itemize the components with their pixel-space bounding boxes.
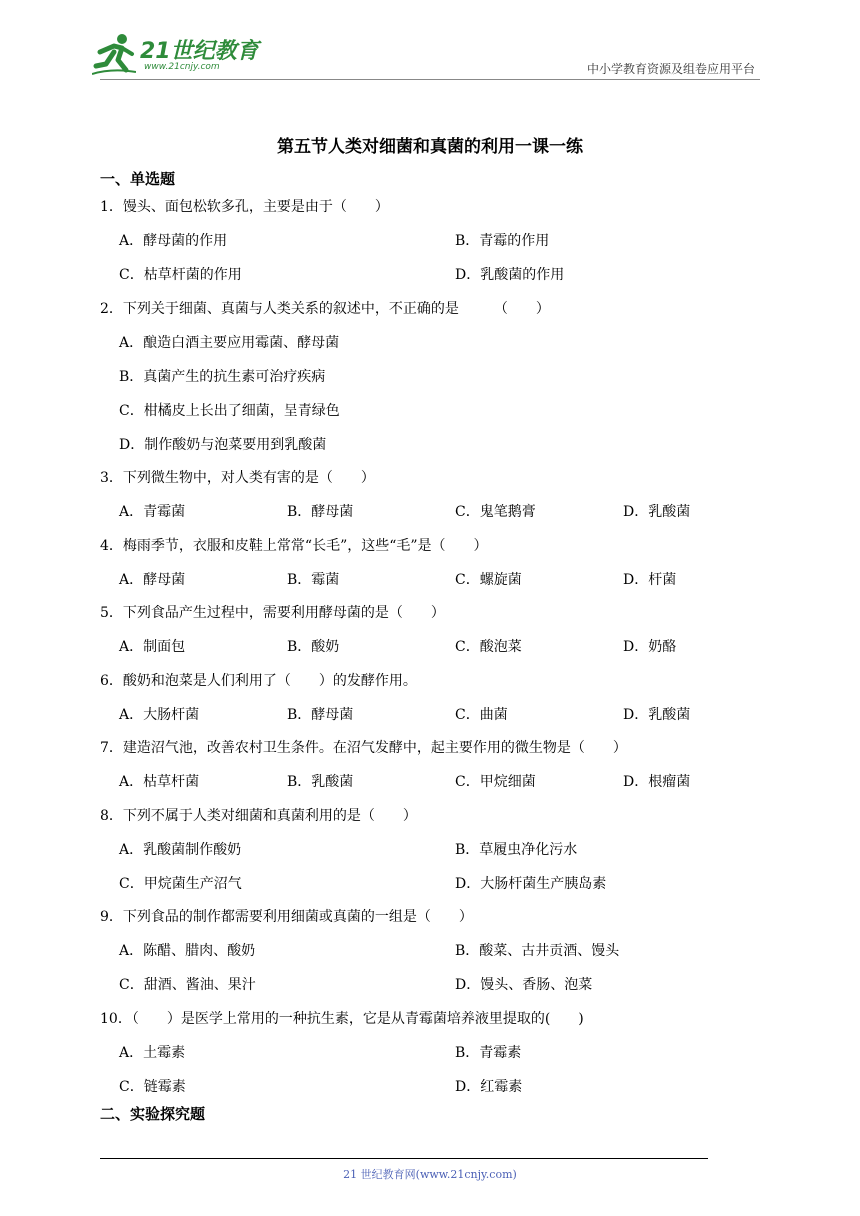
option-a[interactable]: A．酵母菌 (119, 572, 186, 588)
question-stem: 8．下列不属于人类对细菌和真菌利用的是（ ） (100, 808, 417, 824)
section-heading-experiment: 二、实验探究题 (100, 1105, 206, 1123)
question-stem: 4．梅雨季节，衣服和皮鞋上常常“长毛”，这些“毛”是（ ） (100, 538, 488, 554)
option-c[interactable]: C．曲菌 (455, 707, 508, 723)
option-d[interactable]: D．根瘤菌 (623, 774, 691, 790)
footer-link[interactable]: 21 世纪教育网(www.21cnjy.com) (343, 1168, 517, 1181)
option-c[interactable]: C．柑橘皮上长出了细菌，呈青绿色 (119, 403, 340, 419)
option-a[interactable]: A．枯草杆菌 (119, 774, 200, 790)
question-stem: 5．下列食品产生过程中，需要利用酵母菌的是（ ） (100, 605, 445, 621)
page-header (0, 0, 860, 80)
option-a[interactable]: A．陈醋、腊肉、酸奶 (119, 943, 256, 959)
option-c[interactable]: C．甲烷菌生产沼气 (119, 876, 242, 892)
option-c[interactable]: C．枯草杆菌的作用 (119, 267, 242, 283)
question-stem: 6．酸奶和泡菜是人们利用了（ ）的发酵作用。 (100, 673, 417, 689)
option-c[interactable]: C．鬼笔鹅膏 (455, 504, 536, 520)
option-a[interactable]: A．酵母菌的作用 (119, 233, 228, 249)
option-c[interactable]: C．甜酒、酱油、果汁 (119, 977, 256, 993)
option-c[interactable]: C．螺旋菌 (455, 572, 522, 588)
option-b[interactable]: B．真菌产生的抗生素可治疗疾病 (119, 369, 326, 385)
option-d[interactable]: D．乳酸菌 (623, 504, 691, 520)
logo-text: 21世纪教育 (140, 39, 259, 64)
option-b[interactable]: B．酸菜、古井贡酒、馒头 (455, 943, 620, 959)
option-b[interactable]: B．乳酸菌 (287, 774, 354, 790)
option-a[interactable]: A．制面包 (119, 639, 186, 655)
option-d[interactable]: D．制作酸奶与泡菜要用到乳酸菌 (119, 437, 327, 453)
option-b[interactable]: B．酵母菌 (287, 707, 354, 723)
option-b[interactable]: B．青霉的作用 (455, 233, 550, 249)
option-d[interactable]: D．杆菌 (623, 572, 677, 588)
option-d[interactable]: D．乳酸菌 (623, 707, 691, 723)
section-heading-single-choice: 一、单选题 (100, 170, 176, 188)
question-stem: 9．下列食品的制作都需要利用细菌或真菌的一组是（ ） (100, 909, 473, 925)
platform-label: 中小学教育资源及组卷应用平台 (586, 62, 755, 76)
option-a[interactable]: A．大肠杆菌 (119, 707, 200, 723)
question-stem: 10．（ ）是医学上常用的一种抗生素，它是从青霉菌培养液里提取的( ) (100, 1011, 584, 1027)
question-stem: 2．下列关于细菌、真菌与人类关系的叙述中，不正确的是 （ ） (100, 301, 550, 317)
option-c[interactable]: C．链霉素 (119, 1079, 186, 1095)
option-a[interactable]: A．青霉菌 (119, 504, 186, 520)
option-b[interactable]: B．酵母菌 (287, 504, 354, 520)
option-d[interactable]: D．奶酪 (623, 639, 677, 655)
option-d[interactable]: D．大肠杆菌生产胰岛素 (455, 876, 607, 892)
logo-url: www.21cnjy.com (144, 62, 220, 72)
option-b[interactable]: B．酸奶 (287, 639, 340, 655)
option-a[interactable]: A．乳酸菌制作酸奶 (119, 842, 242, 858)
page-title: 第五节人类对细菌和真菌的利用一课一练 (277, 137, 583, 157)
site-logo[interactable] (92, 32, 262, 78)
option-a[interactable]: A．土霉素 (119, 1045, 186, 1061)
question-stem: 3．下列微生物中，对人类有害的是（ ） (100, 470, 375, 486)
option-b[interactable]: B．草履虫净化污水 (455, 842, 578, 858)
option-d[interactable]: D．馒头、香肠、泡菜 (455, 977, 593, 993)
option-a[interactable]: A．酿造白酒主要应用霉菌、酵母菌 (119, 335, 340, 351)
runner-logo-icon (92, 32, 136, 76)
option-c[interactable]: C．酸泡菜 (455, 639, 522, 655)
question-stem: 7．建造沼气池，改善农村卫生条件。在沼气发酵中，起主要作用的微生物是（ ） (100, 740, 627, 756)
option-b[interactable]: B．霉菌 (287, 572, 340, 588)
question-stem: 1．馒头、面包松软多孔，主要是由于（ ） (100, 199, 389, 215)
option-d[interactable]: D．红霉素 (455, 1079, 523, 1095)
header-divider (100, 79, 760, 80)
footer-divider (100, 1158, 708, 1159)
option-c[interactable]: C．甲烷细菌 (455, 774, 536, 790)
option-b[interactable]: B．青霉素 (455, 1045, 522, 1061)
option-d[interactable]: D．乳酸菌的作用 (455, 267, 565, 283)
